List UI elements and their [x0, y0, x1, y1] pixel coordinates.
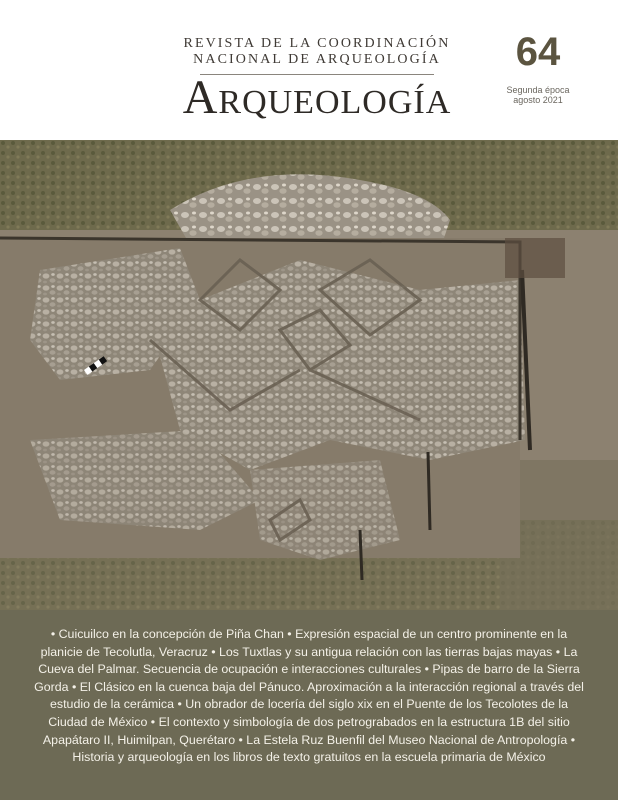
epoch-line-2: agosto 2021	[513, 95, 563, 105]
aerial-photo-illustration	[0, 140, 618, 610]
trench-line-middle	[428, 452, 430, 530]
epoch-line-1: Segunda época	[506, 85, 570, 95]
issue-number: 64	[515, 30, 561, 74]
kicker-line-1: REVISTA DE LA COORDINACIÓN	[183, 36, 451, 51]
cover-header	[0, 0, 618, 140]
journal-title-text: Arqueología	[182, 71, 452, 124]
contents-summary: • Cuicuilco en la concepción de Piña Chan • Expresión espacial de un centro prominente en la planicie de Tecolutla, Veracruz • Los Tuxtlas y su antigua relación con las tierras bajas mayas • La Cueva del Palmar. Secuencia de ocupación e interacciones culturales • Pipas de barro de la Sierra Gorda • El Clásico en la cuenca baja del Pánuco. Aproximación a la interacción regional a través del estudio de la cerámica • Un obrador de locería del siglo xix en el Puente de los Tecolotes de la Ciudad de México • El contexto y simbología de dos petrograbados en la estructura 1B del sitio Apapátaro II, Huimilpan, Querétaro • La Estela Ruz Buenfil del Museo Nacional de Antropología • Historia y arqueología en los libros de texto gratuitos en la escuela primaria de México	[34, 627, 584, 765]
journal-title	[150, 72, 484, 124]
shadow-pit	[505, 238, 565, 278]
aerial-excavation-photo	[0, 140, 618, 610]
kicker-line-2: NACIONAL DE ARQUEOLOGÍA	[193, 52, 441, 67]
issue-epoch	[496, 85, 580, 105]
trench-line-south	[360, 530, 362, 580]
journal-kicker	[170, 36, 464, 68]
